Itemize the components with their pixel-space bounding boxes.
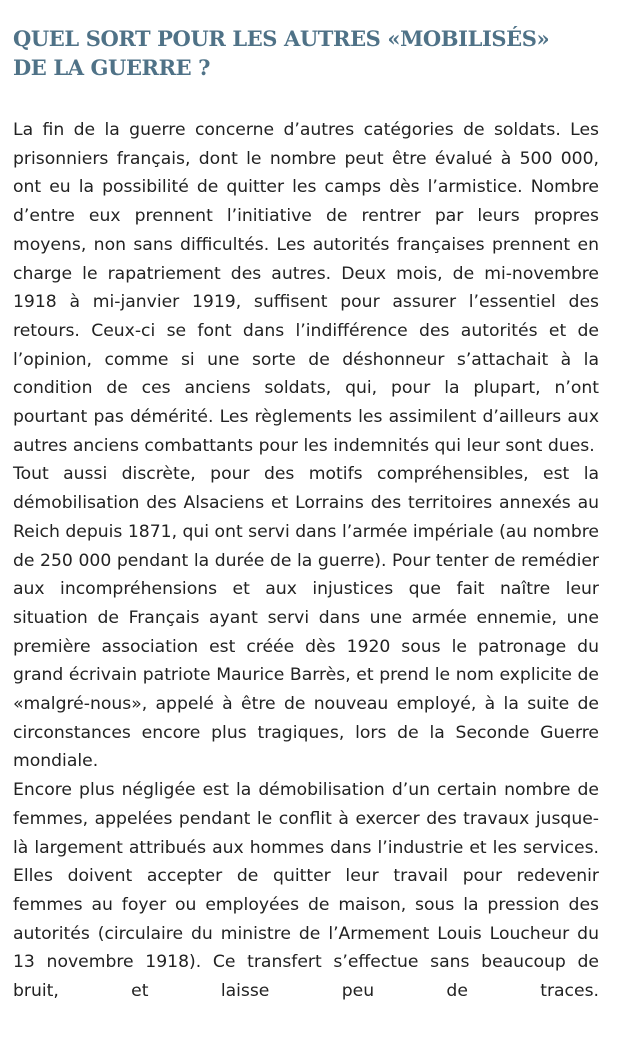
paragraph-alsace-lorraine: Tout aussi discrète, pour des motifs compréhensibles, est la démobilisation des Alsaciens et Lorrains des territoires annexés au Reich depuis 1871, qui ont servi dans l’armée impériale (au nombre de 250 000 pendant la durée de la guerre). Pour tenter de remédier aux incompréhensions et aux injustices que fait naître leur situation de Français ayant servi dans une armée ennemie, une première association est créée dès 1920 sous le patronage du grand écrivain patriote Maurice Barrès, et prend le nom explicite de «malgré-nous», appelé à être de nouveau employé, à la suite de circonstances encore plus tragiques, lors de la Seconde Guerre mondiale. [13,464,599,772]
section-heading-line-1: QUEL SORT POUR LES AUTRES «MOBILISÉS» [13,26,550,51]
paragraph-women: Encore plus négligée est la démobilisation d’un certain nombre de femmes, appelées pendant le conflit à exercer des travaux jusque-là largement attribués aux hommes dans l’industrie et les services. Elles doivent accepter de quitter leur travail pour redevenir femmes au foyer ou employées de maison, sous la pression des autorités (circulaire du ministre de l’Armement Louis Loucheur du 13 novembre 1918). Ce transfert s’effectue sans beaucoup de bruit, et laisse peu de traces. [13,780,599,1002]
paragraph-prisoners: La fin de la guerre concerne d’autres catégories de soldats. Les prisonniers français, dont le nombre peut être évalué à 500 000, ont eu la possibilité de quitter les camps dès l’armistice. Nombre d’entre eux prennent l’initiative de rentrer par leurs propres moyens, non sans difficultés. Les autorités françaises prennent en charge le rapatriement des autres. Deux mois, de mi-novembre 1918 à mi-janvier 1919, suffisent pour assurer l’essentiel des retours. Ceux-ci se font dans l’indifférence des autorités et de l’opinion, comme si une sorte de déshonneur s’attachait à la condition de ces anciens soldats, qui, pour la plupart, n’ont pourtant pas démérité. Les règlements les assimilent d’ailleurs aux autres anciens combattants pour les indemnités qui leur sont dues. [13,120,599,456]
article-body [13,116,599,1006]
section-heading [13,24,603,82]
section-heading-line-2: DE LA GUERRE ? [13,55,211,80]
